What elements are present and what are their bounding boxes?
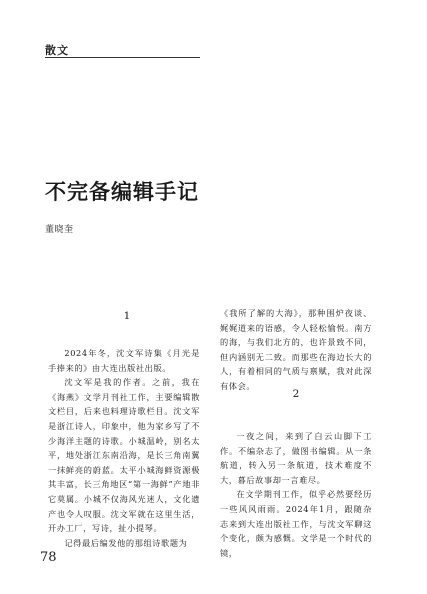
article-title: 不完备编辑手记 (45, 179, 199, 204)
header-rule (45, 57, 200, 58)
section-number-1: 1 (123, 310, 131, 322)
paragraph: 在文学期刊工作，似乎必然要经历一些风风雨雨。2024年1月，跟随杂志来到大连出版社工作，与沈文军聊这个变化，颇为感慨。文学是一个时代的镜， (220, 489, 372, 558)
paragraph: 2024年冬，沈文军诗集《月光是手捧来的》由大连出版社出版。 (48, 348, 200, 373)
right-column-top (220, 306, 372, 394)
paragraph: 一夜之间，来到了白云山脚下工作。不编杂志了，做图书编辑。从一条航道，转入另一条航道，技术难度不大，暮后故事却一言难尽。 (220, 431, 372, 485)
section-label: 散文 (45, 44, 69, 57)
paragraph: 沈文军是我的作者。之前，我在《海燕》文学月刊社工作，主要编辑散文栏目，后来也料理诗歌栏目。沈文军是浙江诗人，印象中，他为家乡写了不少海洋主题的诗歌。小城温岭，别名太平，地处浙江东南沿海，是长三角南翼一抹鲜亮的蔚蓝。太平小城海鲜资源极其丰富，长三角地区“第一海鲜”产地非它莫属。小城不仅海风光迷人，文化遗产也令人叹服。沈文军就在这里生活，开办工厂，写诗，扯小提琴。 (48, 377, 200, 534)
paragraph: 记得最后编发他的那组诗歌题为 (64, 537, 188, 548)
section-number-2: 2 (292, 388, 300, 400)
article-author: 董晓奎 (45, 225, 74, 235)
left-column (48, 346, 200, 550)
paragraph-continuation: 《我所了解的大海》，那种围炉夜谈、娓娓道来的语感，令人轻松愉悦。南方的海，与我们北方的，也许景致不同，但内涵别无二致。而那些在海边长大的人，有着相同的气质与禀赋，我对此深有体会。 (220, 308, 372, 391)
right-column-bottom (220, 429, 372, 560)
page-number: 78 (40, 550, 57, 565)
